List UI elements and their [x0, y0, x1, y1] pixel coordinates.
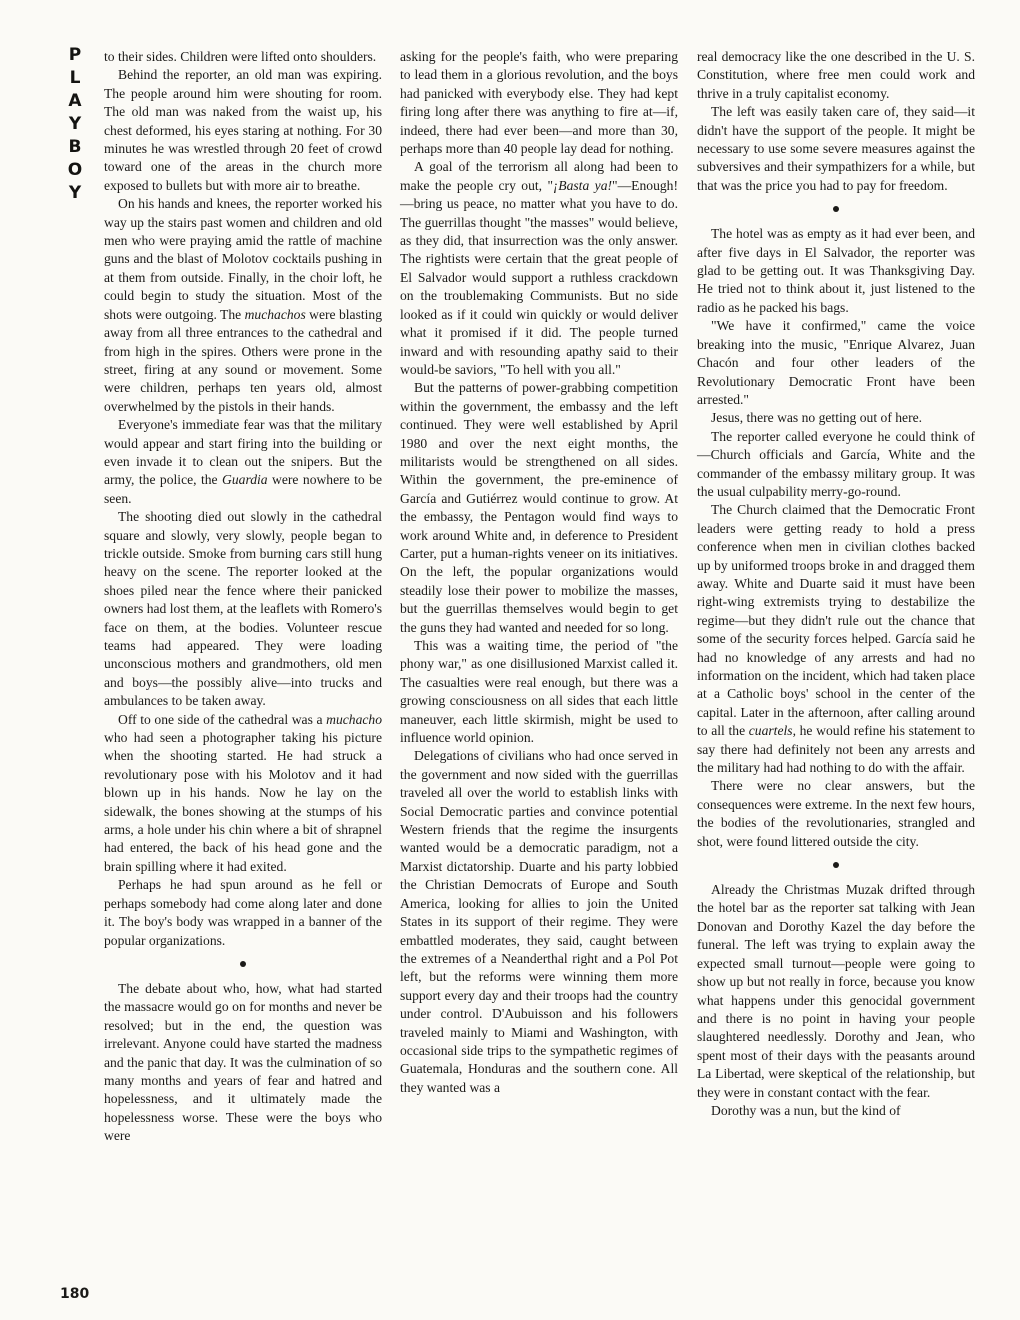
paragraph: Dorothy was a nun, but the kind of [711, 1102, 901, 1118]
paragraph: asking for the people's faith, who were preparing to lead them in a glorious revolution, and the boys had panicked with everybody else. They had kept firing long after there was anything to fire at—if, indeed, there had ever been—and more than 30, perhaps more than 40 people lay dead for nothing. [400, 49, 678, 157]
masthead-letter: Y [68, 183, 82, 203]
paragraph: The left was easily taken care of, they said—it didn't have the support of the people. It might be necessary to use some severe measures against the subversives and their sympathizers for a while, but that was the price you had to pay for freedom. [697, 104, 975, 193]
paragraph: Perhaps he had spun around as he fell or perhaps somebody had come along later and done it. The boy's body was wrapped in a banner of the popular organizations. [104, 877, 382, 948]
italic-term: Guardia [222, 472, 268, 488]
italic-term: ¡Basta ya! [553, 177, 613, 193]
paragraph: Delegations of civilians who had once served in the government and now sided with the guerrillas traveled all over the world to establish links with Social Democratic parties and convince potential Western friends that the regime the insurgents wanted would be a democratic paradigm, not a Marxist dictatorship. Duarte and his party lobbied the Christian Democrats of Europe and South America, looking for allies to join the United States in its support of their regime. They were embattled moderates, they said, caught between the extremes of a Neanderthal right and a Pol Pot left, but the reforms were winning them more support every day and their troops had the country under control. D'Aubuisson and his followers traveled mainly to Miami and Washington, with occasional side trips to the sympathetic regimes of Guatemala, Honduras and the southern cone. All they wanted was a [400, 748, 678, 1095]
page-number: 180 [60, 1286, 90, 1302]
section-break-bullet [697, 851, 975, 881]
paragraph: The reporter called everyone he could think of—Church officials and García, White and the commander of the embassy military group. It was the usual culpability merry-go-round. [697, 428, 975, 499]
masthead-letter: A [68, 91, 82, 111]
paragraph: The hotel was as empty as it had ever been, and after five days in El Salvador, the reporter was glad to be getting out. It was Thanksgiving Day. He tried not to think about it, just listened to the radio as he packed his bags. [697, 226, 975, 315]
text-column-right [697, 48, 975, 1120]
paragraph: This was a waiting time, the period of "the phony war," as one disillusioned Marxist called it. The casualties were real enough, but there was a growing consciousness on all sides that each little maneuver, each little skirmish, might be used to influence world opinion. [400, 638, 678, 746]
text-column-middle [400, 48, 678, 1097]
section-break-bullet [104, 950, 382, 980]
masthead-letter: P [68, 45, 82, 65]
italic-term: muchachos [244, 306, 306, 322]
paragraph: Already the Christmas Muzak drifted through the hotel bar as the reporter sat talking with Jean Donovan and Dorothy Kazel the day before the funeral. The left was trying to explain away the expected small turnout—people were going to show up but not really in force, because you know what happens under this genocidal government and there is no point in having your people slaughtered needlessly. Dorothy and Jean, who spent most of their days with the peasants around La Libertad, were skeptical of the relationship, but they were in constant contact with the fear. [697, 882, 975, 1100]
paragraph: But the patterns of power-grabbing competition within the government, the embassy and the left continued. They were well established by April 1980 and over the next eight months, the militarists would be strengthened on all sides. Within the government, the pre-eminence of García and Gutiérrez would continue to grow. At the embassy, the Pentagon would find ways to work around White and, in deference to President Carter, put a human-rights veneer on its initiatives. On the left, the popular organizations would steadily lose their power to mobilize the masses, but the guerrillas themselves would begin to get the guns they had wanted and needed for so long. [400, 380, 678, 635]
paragraph: Off to one side of the cathedral was a muchacho who had seen a photographer taking his picture when the shooting started. He had struck a revolutionary pose with his Molotov and it had blown up in his hands. Now he lay on the sidewalk, the bones showing at the stumps of his arms, a hole under his chin where a bit of shrapnel had entered, the back of his head gone and the brain spilling where it had exited. [104, 711, 382, 874]
paragraph: The Church claimed that the Democratic Front leaders were getting ready to hold a press conference when men in civilian clothes backed up by uniformed troops broke in and dragged them away. White and Duarte said it must have been right-wing extremists trying to destabilize the regime—but they didn't rule out the chance that some of the security forces helped. García said he had no knowledge of any arrests and had no information on the incident, which had taken place at a Catholic boys' school in the center of the capital. Later in the afternoon, after calling around to all the cuartels, he would refine his statement to say there had definitely not been any arrests and the military had had nothing to do with the affair. [697, 502, 975, 776]
paragraph: The debate about who, how, what had started the massacre would go on for months and never be resolved; but in the end, the question was irrelevant. Anyone could have started the madness and the panic that day. It was the culmination of so many months and years of fear and hatred and hopelessness, and it ultimately made the hopelessness worse. These were the boys who were [104, 980, 382, 1144]
masthead-letter: O [67, 160, 83, 180]
paragraph: Behind the reporter, an old man was expiring. The people around him were shouting for room. The old man was naked from the waist up, his chest deformed, his eyes staring at nothing. For 30 minutes he was wrestled through 20 feet of crowd toward one of the areas in the church more exposed to bullets but with more air to breathe. [104, 67, 382, 193]
paragraph: The shooting died out slowly in the cathedral square and slowly, very slowly, people began to trickle outside. Smoke from burning cars still hung heavy on the scene. The reporter looked at the shoes piled near the fence where their panicked owners had lost them, at the leaflets with Romero's face on them, at the bodies. Volunteer rescue teams had appeared. They were loading unconscious mothers and grandmothers, old men and boys—the possibly alive—into trucks and ambulances to be taken away. [104, 509, 382, 709]
text-column-left [104, 48, 382, 1146]
paragraph: There were no clear answers, but the consequences were extreme. In the next few hours, the bodies of the revolutionaries, strangled and shot, were found littered outside the city. [697, 778, 975, 849]
masthead-letter: Y [68, 114, 82, 134]
paragraph: real democracy like the one described in the U. S. Constitution, where free men could work and thrive in a truly capitalist economy. [697, 49, 975, 101]
paragraph: On his hands and knees, the reporter worked his way up the stairs past women and children and old men who were praying amid the rattle of machine guns and the blast of Molotov cocktails pushing in at them from outside. Finally, in the choir loft, he could begin to study the situation. Most of the shots were outgoing. The muchachos were blasting away from all three entrances to the cathedral and from high in the spires. Others were prone in the street, firing at any sound or movement. Some were children, perhaps ten years old, almost overwhelmed by the pistols in their hands. [104, 196, 383, 414]
paragraph: "We have it confirmed," came the voice breaking into the music, "Enrique Alvarez, Juan Chacón and four other leaders of the Revolutionary Democratic Front have been arrested." [697, 318, 975, 407]
magazine-masthead [60, 44, 90, 205]
paragraph: Jesus, there was no getting out of here. [711, 410, 923, 426]
masthead-letter: B [68, 137, 82, 157]
masthead-letter: L [69, 68, 81, 88]
italic-term: cuartels [748, 723, 793, 739]
paragraph: A goal of the terrorism all along had been to make the people cry out, "¡Basta ya!"—Enough!—bring us peace, no matter what you have to do. The guerrillas thought "the masses" would believe, as they did, that insurrection was the only answer. The rightists were certain that the great people of El Salvador would support a ruthless crackdown on the troublemaking Communists. But no side looked as if it could win quickly or would deliver what it promised if it did. The people turned inward and with resounding apathy said to their would-be saviors, "To hell with you all." [400, 159, 678, 377]
section-break-bullet [697, 195, 975, 225]
paragraph: Everyone's immediate fear was that the military would appear and start firing into the building or even invade it to clean out the snipers. But the army, the police, the Guardia were nowhere to be seen. [104, 417, 382, 506]
italic-term: muchacho [326, 711, 382, 727]
paragraph: to their sides. Children were lifted onto shoulders. [104, 49, 377, 64]
